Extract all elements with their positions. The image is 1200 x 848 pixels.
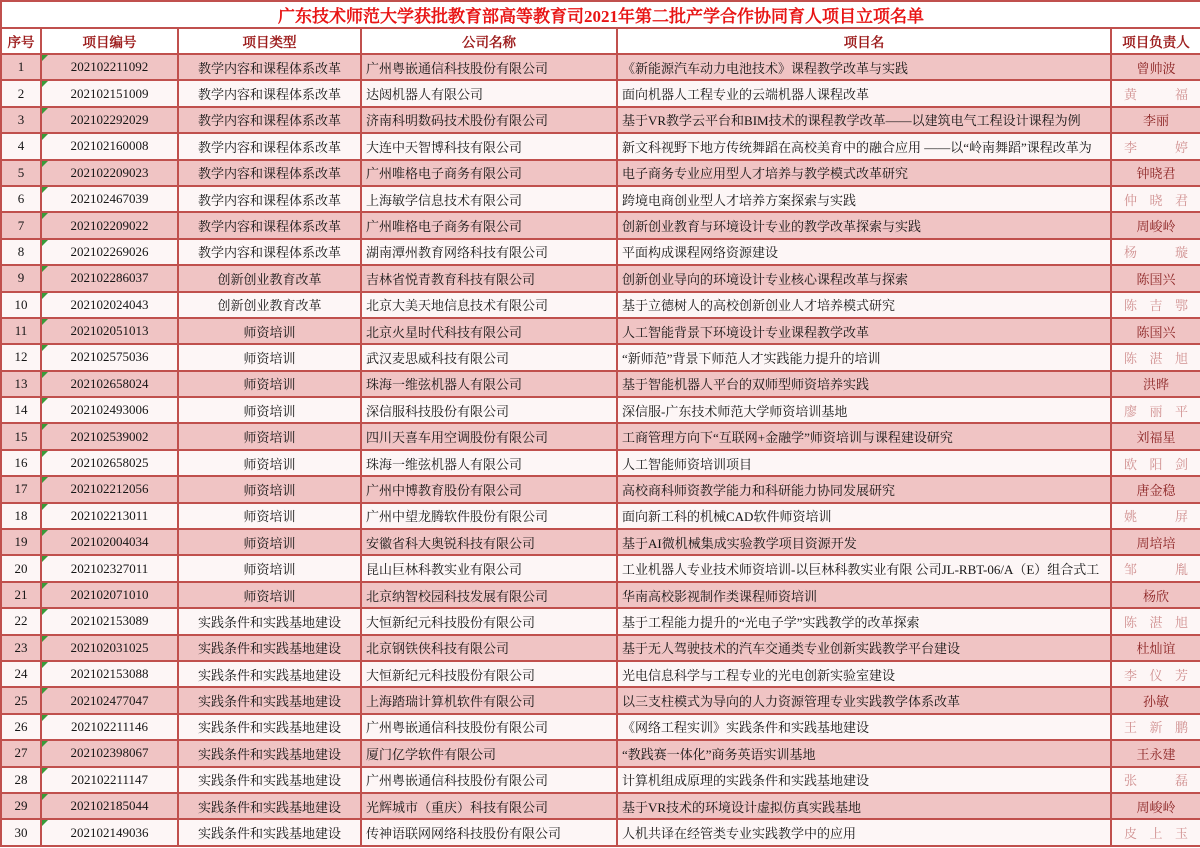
company-name-cell: 吉林省悦青教育科技有限公司 [361,265,617,291]
project-leader-cell: 黄福 [1111,80,1200,106]
project-code-cell: 202102398067 [41,740,178,766]
project-code-cell: 202102211146 [41,714,178,740]
project-code-cell: 202102071010 [41,582,178,608]
table-row [1,107,1200,133]
row-number-cell: 3 [1,107,41,133]
project-code-cell: 202102031025 [41,635,178,661]
company-name-cell: 大连中天智博科技有限公司 [361,133,617,159]
excel-corner-flag-icon [42,424,48,430]
excel-corner-flag-icon [42,662,48,668]
excel-corner-flag-icon [42,213,48,219]
project-title-cell: “教践赛一体化”商务英语实训基地 [617,740,1111,766]
company-name-cell: 广州唯格电子商务有限公司 [361,212,617,238]
col-header-type: 项目类型 [178,28,361,54]
project-code-cell: 202102212056 [41,476,178,502]
project-leader-cell: 王永建 [1111,740,1200,766]
project-type-cell: 创新创业教育改革 [178,292,361,318]
project-type-cell: 实践条件和实践基地建设 [178,714,361,740]
row-number-cell: 5 [1,160,41,186]
company-name-cell: 武汉麦思威科技有限公司 [361,344,617,370]
project-code-cell: 202102286037 [41,265,178,291]
project-leader-cell: 李丽 [1111,107,1200,133]
project-type-cell: 实践条件和实践基地建设 [178,767,361,793]
company-name-cell: 广州唯格电子商务有限公司 [361,160,617,186]
table-row [1,529,1200,555]
excel-corner-flag-icon [42,636,48,642]
row-number-cell: 29 [1,793,41,819]
row-number-cell: 7 [1,212,41,238]
row-number-cell: 23 [1,635,41,661]
col-header-company: 公司名称 [361,28,617,54]
project-code-cell: 202102327011 [41,555,178,581]
table-row [1,423,1200,449]
project-leader-cell: 陈国兴 [1111,318,1200,344]
project-title-cell: 平面构成课程网络资源建设 [617,239,1111,265]
row-number-cell: 18 [1,503,41,529]
project-type-cell: 创新创业教育改革 [178,265,361,291]
project-type-cell: 教学内容和课程体系改革 [178,160,361,186]
excel-corner-flag-icon [42,451,48,457]
project-type-cell: 师资培训 [178,476,361,502]
excel-corner-flag-icon [42,55,48,61]
project-type-cell: 实践条件和实践基地建设 [178,793,361,819]
company-name-cell: 广州中博教育股份有限公司 [361,476,617,502]
project-code-cell: 202102575036 [41,344,178,370]
row-number-cell: 1 [1,54,41,80]
company-name-cell: 北京大美天地信息技术有限公司 [361,292,617,318]
project-type-cell: 师资培训 [178,529,361,555]
row-number-cell: 13 [1,371,41,397]
table-row [1,476,1200,502]
company-name-cell: 广州中望龙腾软件股份有限公司 [361,503,617,529]
project-code-cell: 202102467039 [41,186,178,212]
project-leader-cell: 周峻岭 [1111,793,1200,819]
excel-corner-flag-icon [42,134,48,140]
project-leader-cell: 李婷 [1111,133,1200,159]
row-number-cell: 17 [1,476,41,502]
project-title-cell: 人机共译在经管类专业实践教学中的应用 [617,819,1111,845]
excel-corner-flag-icon [42,583,48,589]
company-name-cell: 达闼机器人有限公司 [361,80,617,106]
project-title-cell: “新师范”背景下师范人才实践能力提升的培训 [617,344,1111,370]
row-number-cell: 22 [1,608,41,634]
company-name-cell: 北京火星时代科技有限公司 [361,318,617,344]
table-row [1,714,1200,740]
project-code-cell: 202102539002 [41,423,178,449]
project-leader-cell: 周培培 [1111,529,1200,555]
project-leader-cell: 杨欣 [1111,582,1200,608]
col-header-code: 项目编号 [41,28,178,54]
row-number-cell: 14 [1,397,41,423]
project-leader-cell: 张磊 [1111,767,1200,793]
table-row [1,80,1200,106]
project-leader-cell: 孙敏 [1111,687,1200,713]
company-name-cell: 安徽省科大奥锐科技有限公司 [361,529,617,555]
project-type-cell: 师资培训 [178,318,361,344]
project-type-cell: 教学内容和课程体系改革 [178,186,361,212]
project-leader-cell: 陈吉鄂 [1111,292,1200,318]
company-name-cell: 大恒新纪元科技股份有限公司 [361,661,617,687]
project-code-cell: 202102004034 [41,529,178,555]
table-row [1,133,1200,159]
project-leader-cell: 洪晔 [1111,371,1200,397]
project-type-cell: 教学内容和课程体系改革 [178,54,361,80]
company-name-cell: 珠海一维弦机器人有限公司 [361,450,617,476]
excel-corner-flag-icon [42,161,48,167]
project-leader-cell: 陈湛旭 [1111,344,1200,370]
company-name-cell: 北京钢铁侠科技有限公司 [361,635,617,661]
project-code-cell: 202102213011 [41,503,178,529]
project-type-cell: 教学内容和课程体系改革 [178,107,361,133]
company-name-cell: 上海敏学信息技术有限公司 [361,186,617,212]
table-row [1,160,1200,186]
excel-corner-flag-icon [42,108,48,114]
project-code-cell: 202102211092 [41,54,178,80]
project-code-cell: 202102658025 [41,450,178,476]
table-row [1,661,1200,687]
excel-corner-flag-icon [42,504,48,510]
project-code-cell: 202102269026 [41,239,178,265]
project-title-cell: 深信服-广东技术师范大学师资培训基地 [617,397,1111,423]
project-type-cell: 师资培训 [178,423,361,449]
project-title-cell: 以三支柱模式为导向的人力资源管理专业实践教学体系改革 [617,687,1111,713]
project-type-cell: 教学内容和课程体系改革 [178,239,361,265]
project-leader-cell: 仲晓君 [1111,186,1200,212]
excel-corner-flag-icon [42,187,48,193]
excel-corner-flag-icon [42,293,48,299]
company-name-cell: 厦门亿学软件有限公司 [361,740,617,766]
project-code-cell: 202102185044 [41,793,178,819]
project-type-cell: 实践条件和实践基地建设 [178,635,361,661]
row-number-cell: 12 [1,344,41,370]
project-leader-cell: 钟晓君 [1111,160,1200,186]
table-row [1,503,1200,529]
project-leader-cell: 唐金稳 [1111,476,1200,502]
row-number-cell: 15 [1,423,41,449]
project-type-cell: 师资培训 [178,397,361,423]
excel-corner-flag-icon [42,688,48,694]
project-title-cell: 工商管理方向下“互联网+金融学”师资培训与课程建设研究 [617,423,1111,449]
project-leader-cell: 杨璇 [1111,239,1200,265]
excel-corner-flag-icon [42,530,48,536]
project-code-cell: 202102493006 [41,397,178,423]
row-number-cell: 25 [1,687,41,713]
project-type-cell: 师资培训 [178,344,361,370]
project-leader-cell: 皮上玉 [1111,819,1200,845]
project-type-cell: 教学内容和课程体系改革 [178,133,361,159]
project-leader-cell: 刘福星 [1111,423,1200,449]
row-number-cell: 6 [1,186,41,212]
project-type-cell: 师资培训 [178,555,361,581]
project-leader-cell: 周峻岭 [1111,212,1200,238]
project-type-cell: 实践条件和实践基地建设 [178,819,361,845]
table-row [1,608,1200,634]
project-leader-cell: 王新鹏 [1111,714,1200,740]
table-row [1,450,1200,476]
company-name-cell: 广州粤嵌通信科技股份有限公司 [361,767,617,793]
row-number-cell: 8 [1,239,41,265]
excel-corner-flag-icon [42,345,48,351]
row-number-cell: 11 [1,318,41,344]
table-row [1,371,1200,397]
project-title-cell: 计算机组成原理的实践条件和实践基地建设 [617,767,1111,793]
project-title-cell: 基于无人驾驶技术的汽车交通类专业创新实践教学平台建设 [617,635,1111,661]
project-title-cell: 人工智能师资培训项目 [617,450,1111,476]
project-title-cell: 基于智能机器人平台的双师型师资培养实践 [617,371,1111,397]
project-code-cell: 202102024043 [41,292,178,318]
row-number-cell: 2 [1,80,41,106]
project-leader-cell: 廖丽平 [1111,397,1200,423]
excel-corner-flag-icon [42,715,48,721]
company-name-cell: 昆山巨林科教实业有限公司 [361,555,617,581]
company-name-cell: 大恒新纪元科技股份有限公司 [361,608,617,634]
project-leader-cell: 李仪芳 [1111,661,1200,687]
excel-corner-flag-icon [42,794,48,800]
title-row [1,1,1200,28]
project-title-cell: 高校商科师资教学能力和科研能力协同发展研究 [617,476,1111,502]
excel-corner-flag-icon [42,556,48,562]
company-name-cell: 北京纳智校园科技发展有限公司 [361,582,617,608]
project-title-cell: 华南高校影视制作类课程师资培训 [617,582,1111,608]
table-row [1,344,1200,370]
project-title-cell: 工业机器人专业技术师资培训-以巨林科教实业有限 公司JL-RBT-06/A（E）组合式工 [617,555,1111,581]
project-type-cell: 师资培训 [178,371,361,397]
excel-corner-flag-icon [42,81,48,87]
project-type-cell: 师资培训 [178,450,361,476]
company-name-cell: 湖南潭州教育网络科技有限公司 [361,239,617,265]
company-name-cell: 光辉城市（重庆）科技有限公司 [361,793,617,819]
project-code-cell: 202102051013 [41,318,178,344]
project-title-cell: 创新创业教育与环境设计专业的教学改革探索与实践 [617,212,1111,238]
project-type-cell: 教学内容和课程体系改革 [178,80,361,106]
excel-corner-flag-icon [42,609,48,615]
excel-corner-flag-icon [42,266,48,272]
row-number-cell: 20 [1,555,41,581]
excel-corner-flag-icon [42,319,48,325]
project-leader-cell: 杜灿谊 [1111,635,1200,661]
table-row [1,54,1200,80]
table-row [1,740,1200,766]
project-title-cell: 创新创业导向的环境设计专业核心课程改革与探索 [617,265,1111,291]
col-header-index: 序号 [1,28,41,54]
table-row [1,239,1200,265]
project-type-cell: 实践条件和实践基地建设 [178,740,361,766]
project-code-cell: 202102211147 [41,767,178,793]
project-code-cell: 202102153088 [41,661,178,687]
company-name-cell: 深信服科技股份有限公司 [361,397,617,423]
project-title-cell: 基于工程能力提升的“光电子学”实践教学的改革探索 [617,608,1111,634]
row-number-cell: 10 [1,292,41,318]
excel-corner-flag-icon [42,820,48,826]
excel-corner-flag-icon [42,240,48,246]
table-row [1,687,1200,713]
table-row [1,555,1200,581]
table-row [1,767,1200,793]
table-row [1,292,1200,318]
project-title-cell: 基于立德树人的高校创新创业人才培养模式研究 [617,292,1111,318]
row-number-cell: 16 [1,450,41,476]
project-leader-cell: 欧阳剑 [1111,450,1200,476]
project-title-cell: 《网络工程实训》实践条件和实践基地建设 [617,714,1111,740]
project-code-cell: 202102160008 [41,133,178,159]
project-code-cell: 202102209022 [41,212,178,238]
project-title-cell: 新文科视野下地方传统舞蹈在高校美育中的融合应用 ——以“岭南舞蹈”课程改革为 [617,133,1111,159]
project-type-cell: 师资培训 [178,582,361,608]
project-code-cell: 202102477047 [41,687,178,713]
excel-corner-flag-icon [42,741,48,747]
excel-corner-flag-icon [42,768,48,774]
table-row [1,265,1200,291]
table-row [1,397,1200,423]
project-title-cell: 基于VR教学云平台和BIM技术的课程教学改革——以建筑电气工程设计课程为例 [617,107,1111,133]
project-type-cell: 实践条件和实践基地建设 [178,661,361,687]
row-number-cell: 30 [1,819,41,845]
excel-corner-flag-icon [42,372,48,378]
company-name-cell: 济南科明数码技术股份有限公司 [361,107,617,133]
company-name-cell: 上海踏瑞计算机软件有限公司 [361,687,617,713]
row-number-cell: 21 [1,582,41,608]
project-code-cell: 202102292029 [41,107,178,133]
company-name-cell: 广州粤嵌通信科技股份有限公司 [361,714,617,740]
table-body [1,54,1200,846]
table-row [1,635,1200,661]
project-code-cell: 202102151009 [41,80,178,106]
project-type-cell: 师资培训 [178,503,361,529]
company-name-cell: 广州粤嵌通信科技股份有限公司 [361,54,617,80]
row-number-cell: 4 [1,133,41,159]
project-title-cell: 基于AI微机械集成实验教学项目资源开发 [617,529,1111,555]
project-leader-cell: 姚屏 [1111,503,1200,529]
project-code-cell: 202102149036 [41,819,178,845]
project-type-cell: 实践条件和实践基地建设 [178,687,361,713]
project-title-cell: 电子商务专业应用型人才培养与教学模式改革研究 [617,160,1111,186]
project-leader-cell: 陈湛旭 [1111,608,1200,634]
row-number-cell: 24 [1,661,41,687]
row-number-cell: 28 [1,767,41,793]
project-title-cell: 人工智能背景下环境设计专业课程教学改革 [617,318,1111,344]
company-name-cell: 传神语联网网络科技股份有限公司 [361,819,617,845]
table-row [1,793,1200,819]
company-name-cell: 四川天喜车用空调股份有限公司 [361,423,617,449]
project-title-cell: 跨境电商创业型人才培养方案探索与实践 [617,186,1111,212]
project-type-cell: 实践条件和实践基地建设 [178,608,361,634]
project-code-cell: 202102153089 [41,608,178,634]
company-name-cell: 珠海一维弦机器人有限公司 [361,371,617,397]
project-code-cell: 202102209023 [41,160,178,186]
col-header-leader: 项目负责人 [1111,28,1200,54]
project-title-cell: 《新能源汽车动力电池技术》课程教学改革与实践 [617,54,1111,80]
col-header-project: 项目名 [617,28,1111,54]
excel-corner-flag-icon [42,398,48,404]
table-row [1,582,1200,608]
row-number-cell: 26 [1,714,41,740]
project-title-cell: 面向新工科的机械CAD软件师资培训 [617,503,1111,529]
excel-corner-flag-icon [42,477,48,483]
table-row [1,318,1200,344]
table-row [1,212,1200,238]
row-number-cell: 27 [1,740,41,766]
row-number-cell: 9 [1,265,41,291]
table-row [1,186,1200,212]
project-title-cell: 光电信息科学与工程专业的光电创新实验室建设 [617,661,1111,687]
project-leader-cell: 邹胤 [1111,555,1200,581]
project-type-cell: 教学内容和课程体系改革 [178,212,361,238]
column-header-row [1,28,1200,54]
table-head [1,1,1200,54]
project-title-cell: 基于VR技术的环境设计虚拟仿真实践基地 [617,793,1111,819]
page-title: 广东技术师范大学获批教育部高等教育司2021年第二批产学合作协同育人项目立项名单 [1,1,1200,28]
project-title-cell: 面向机器人工程专业的云端机器人课程改革 [617,80,1111,106]
row-number-cell: 19 [1,529,41,555]
project-code-cell: 202102658024 [41,371,178,397]
project-leader-cell: 陈国兴 [1111,265,1200,291]
table-row [1,819,1200,845]
project-leader-cell: 曾帅波 [1111,54,1200,80]
